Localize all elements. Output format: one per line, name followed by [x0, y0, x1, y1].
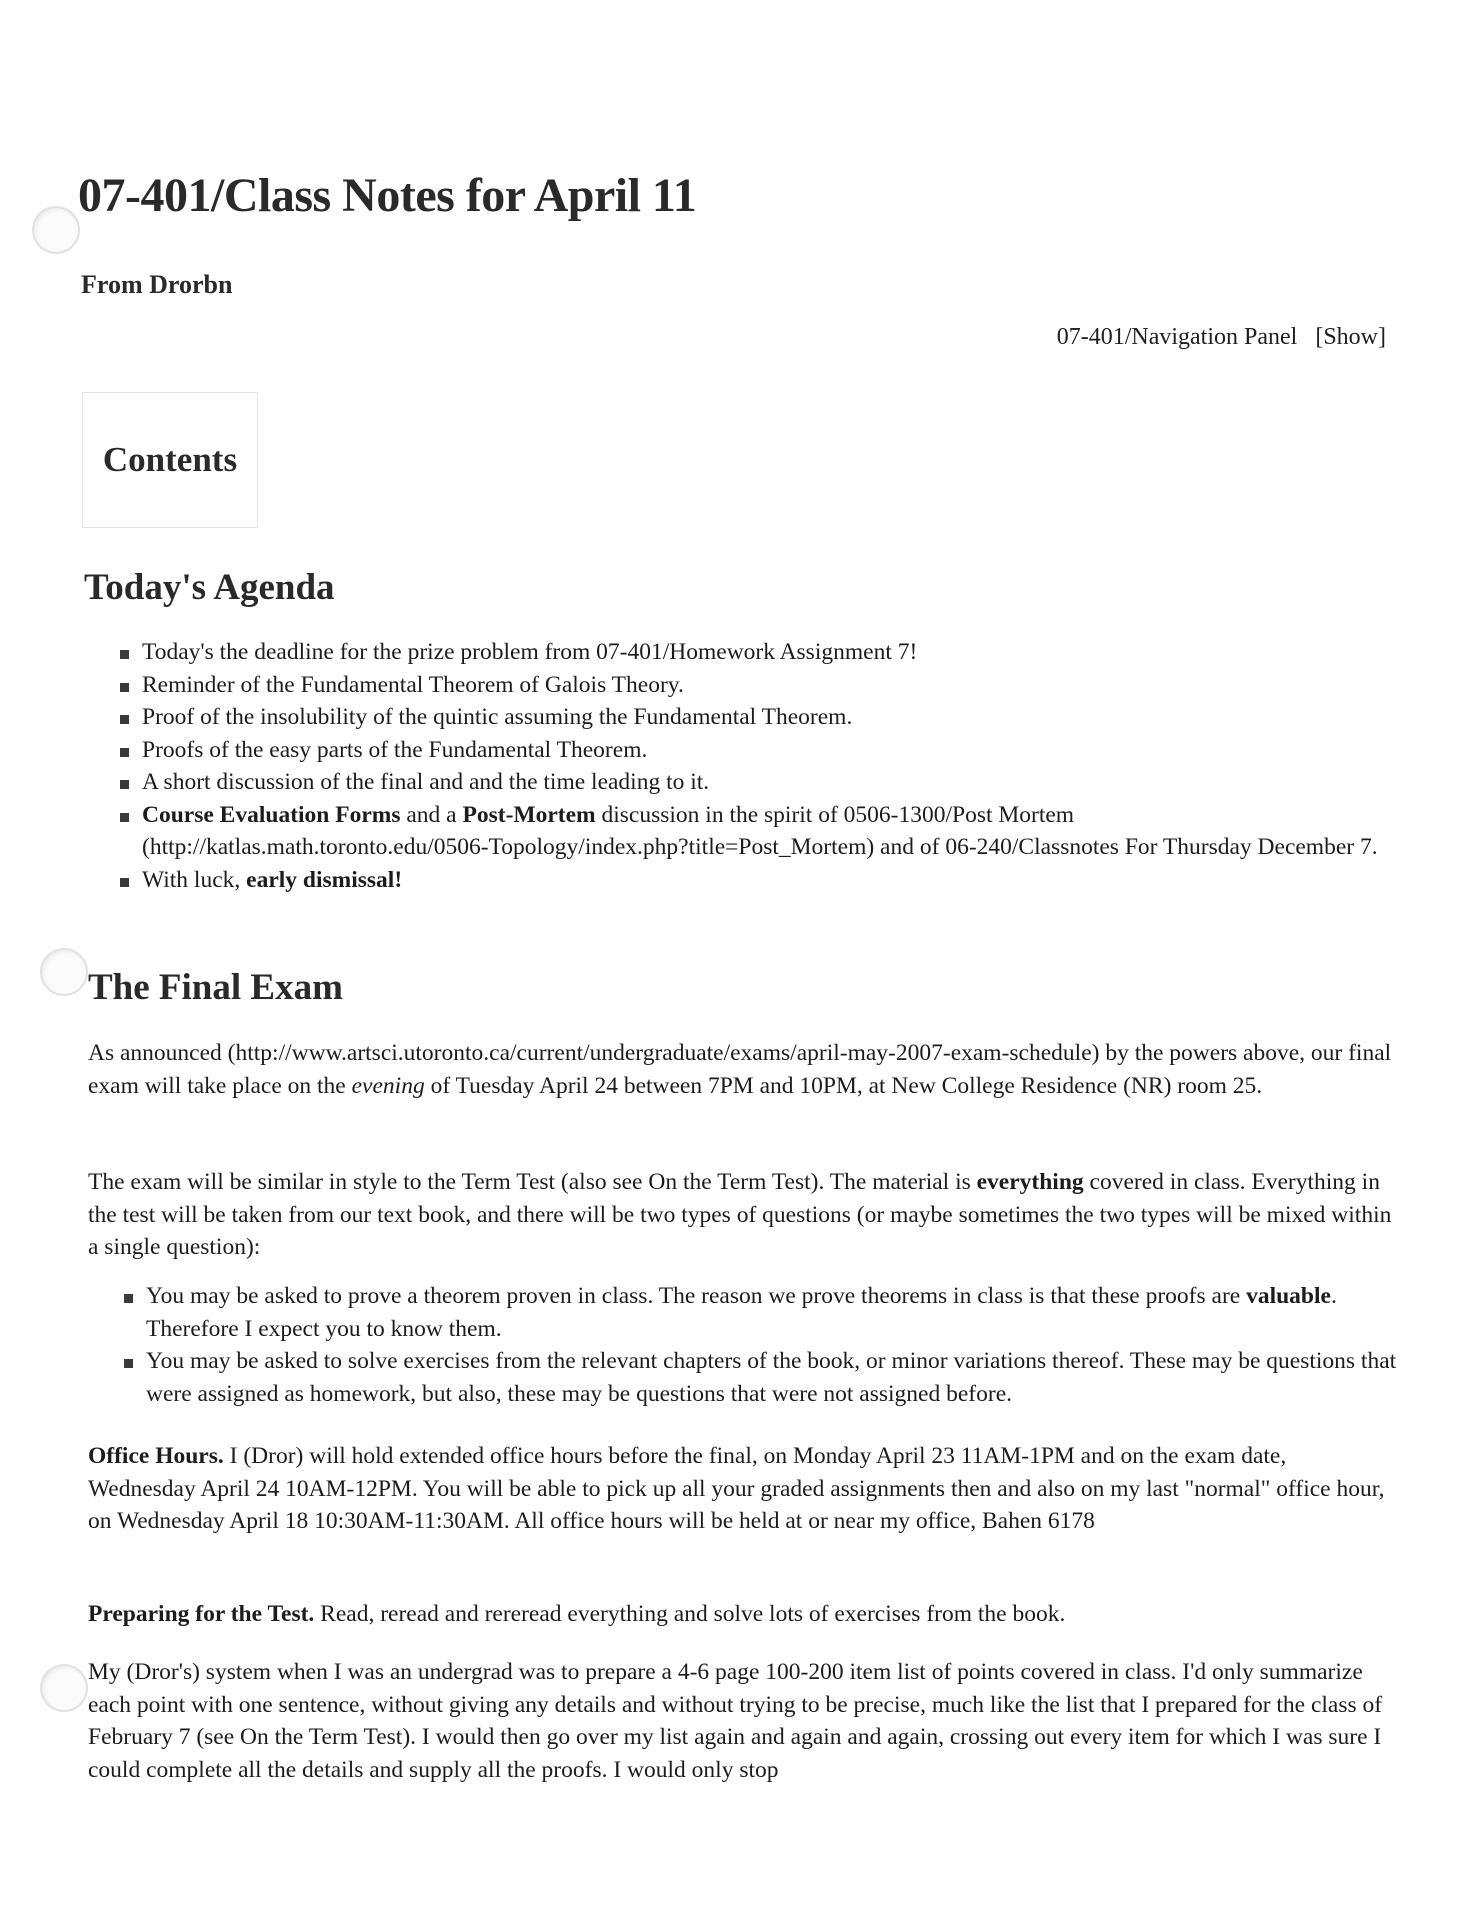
agenda-item-text: A short discussion of the final and and the time leading to it. — [142, 769, 710, 795]
agenda-item-text: Proof of the insolubility of the quintic assuming the Fundamental Theorem. — [142, 704, 853, 730]
section-heading-final-exam: The Final Exam — [88, 967, 343, 1008]
binder-hole-top — [32, 206, 80, 254]
section-heading-agenda: Today's Agenda — [84, 567, 335, 608]
course-evaluation-label: Course Evaluation Forms — [142, 801, 401, 828]
study-system-paragraph — [88, 1656, 1398, 1786]
preparing-label: Preparing for the Test. — [88, 1601, 315, 1627]
exam-announcement-paragraph — [88, 1037, 1398, 1102]
page-subtitle-from: From Drorbn — [81, 270, 233, 299]
agenda-list — [120, 636, 1410, 896]
on-the-term-test-link[interactable]: On the Term Test — [240, 1724, 403, 1750]
exam-style-paragraph — [88, 1166, 1398, 1264]
navigation-panel-show-toggle[interactable]: [Show] — [1315, 324, 1386, 350]
question-type-item — [124, 1345, 1410, 1410]
question-type-item — [124, 1280, 1410, 1345]
binder-hole-middle — [40, 948, 88, 996]
everything-label: everything — [976, 1169, 1084, 1195]
paragraph-text: ). The material is — [810, 1169, 977, 1195]
paragraph-text: ). I would then go over my list again and again and again, crossing out every item for which I was sure I could complete all the details and supply all the proofs. I would only stop — [88, 1724, 1382, 1783]
list-item-text: You may be asked to prove a theorem proven in class. The reason we prove theorems in class is that these proofs are — [146, 1283, 1247, 1309]
paragraph-text: The exam will be similar in style to the Term Test (also see — [88, 1169, 649, 1195]
agenda-item-text: Reminder of the Fundamental Theorem of Galois Theory. — [142, 671, 684, 698]
list-item-text: . Therefore I expect you to know them. — [146, 1283, 1337, 1342]
paragraph-text: As announced (http://www.artsci.utoronto.ca/current/undergraduate/exams/april-may-2007-exam-schedule) by the powers above, our final exam will take place on the — [88, 1040, 1392, 1099]
toc-heading: Contents — [102, 440, 238, 479]
binder-hole-bottom — [40, 1664, 88, 1712]
on-the-term-test-link[interactable]: On the Term Test — [648, 1169, 811, 1195]
agenda-item — [120, 669, 1410, 702]
page-title: 07-401/Class Notes for April 11 — [78, 169, 697, 222]
question-types-list — [124, 1280, 1410, 1410]
agenda-item — [120, 864, 1410, 897]
agenda-item — [120, 636, 1410, 669]
emphasis-evening: evening — [351, 1072, 425, 1099]
table-of-contents-box — [82, 392, 258, 528]
agenda-item — [120, 799, 1410, 864]
paragraph-text: covered in class. Everything in the test will be taken from our text book, and there will be two types of questions (or maybe sometimes the two types will be mixed within a single question): — [88, 1169, 1392, 1260]
agenda-item — [120, 701, 1410, 734]
navigation-panel — [1057, 324, 1386, 351]
paragraph-text: My (Dror's) system when I was an undergrad was to prepare a 4-6 page 100-200 item list of points covered in class. I'd only summarize each point with one sentence, without giving any details and without trying to be precise, much like the list that I prepared for the class of February 7 (see — [88, 1659, 1383, 1750]
agenda-item-text: discussion in the spirit of 0506-1300/Post Mortem (http://katlas.math.toronto.edu/0506-Topology/index.php?title=Post_Mortem) and of 06-240/Classnotes For Thursday December 7. — [142, 801, 1378, 860]
early-dismissal-label: early dismissal! — [246, 866, 403, 893]
agenda-item — [120, 734, 1410, 767]
agenda-item-text: Today's the deadline for the prize problem from 07-401/Homework Assignment 7! — [142, 639, 918, 665]
paragraph-text: I (Dror) will hold extended office hours before the final, on Monday April 23 11AM-1PM and on the exam date, Wednesday April 24 10AM-12PM. You will be able to pick up all your graded assignments then and also on my last "normal" office hour, on Wednesday April 18 10:30AM-11:30AM. All office hours will be held at or near my office, Bahen 6178 — [88, 1443, 1385, 1534]
valuable-label: valuable — [1246, 1283, 1331, 1309]
office-hours-label: Office Hours. — [88, 1443, 224, 1469]
paragraph-text: of Tuesday April 24 between 7PM and 10PM, at New College Residence (NR) room 25. — [424, 1072, 1263, 1099]
paragraph-text: Read, reread and rereread everything and solve lots of exercises from the book. — [314, 1601, 1066, 1627]
agenda-item-text: and a — [400, 801, 463, 828]
agenda-item-text: With luck, — [142, 866, 247, 893]
post-mortem-label: Post-Mortem — [462, 801, 596, 828]
navigation-panel-link[interactable]: 07-401/Navigation Panel — [1056, 324, 1298, 350]
agenda-item — [120, 766, 1410, 799]
preparing-paragraph — [88, 1598, 1398, 1631]
list-item-text: You may be asked to solve exercises from the relevant chapters of the book, or minor variations thereof. These may be questions that were assigned as homework, but also, these may be questions that were not assigned before. — [146, 1348, 1397, 1407]
agenda-item-text: Proofs of the easy parts of the Fundamental Theorem. — [142, 736, 648, 763]
office-hours-paragraph — [88, 1440, 1398, 1538]
